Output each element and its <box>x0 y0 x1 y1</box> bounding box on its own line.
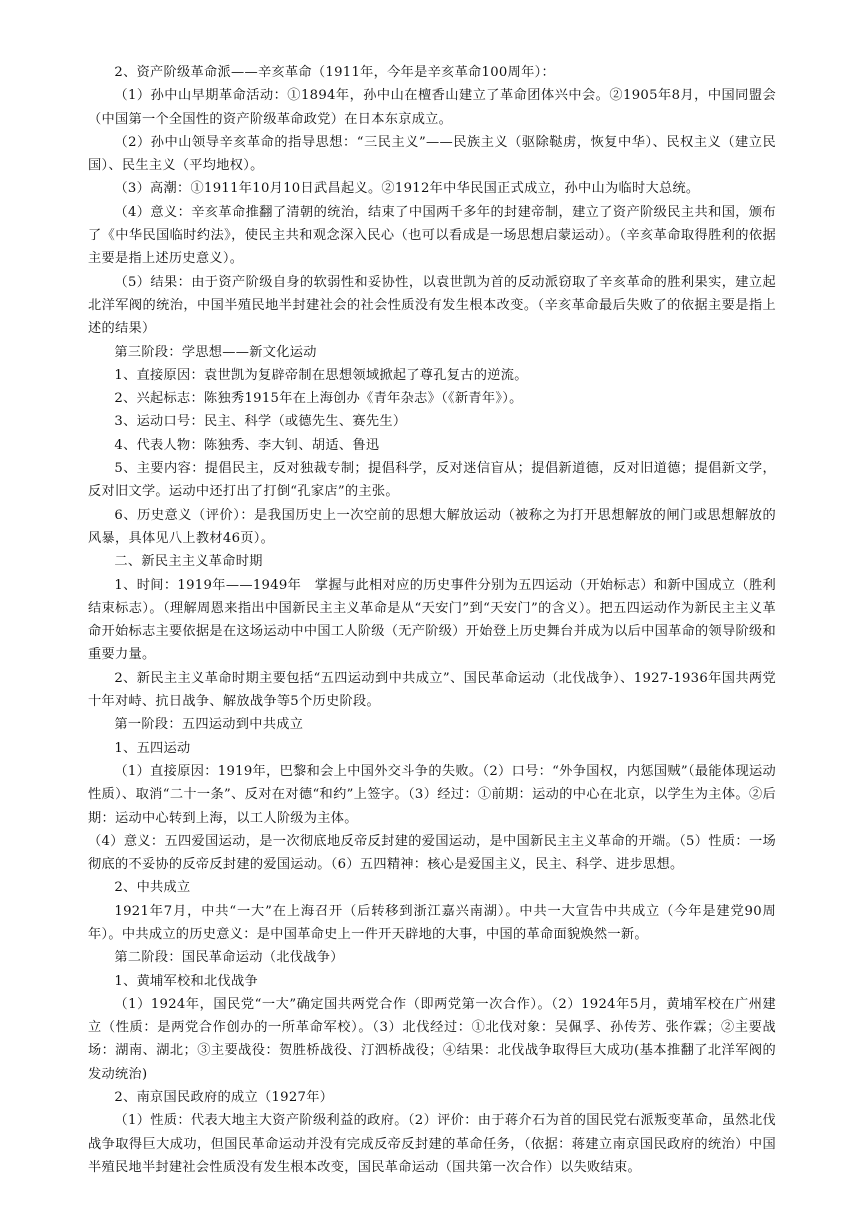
paragraph: 1、黄埔军校和北伐战争 <box>114 973 258 989</box>
paragraph: 1、五四运动 <box>114 740 191 756</box>
paragraph: 第三阶段：学思想——新文化运动 <box>114 344 317 360</box>
paragraph: （1）1924年，国民党“一大”确定国共两党合作（即两党第一次合作）。（2）1924年5月，黄埔军校在广州建立（性质：是两党合作创办的一所革命军校）。（3）北伐经过：①北伐对象：吴佩孚、孙传芳、张作霖；②主要战场：湖南、湖北；③主要战役：贺胜桥战役、汀泗桥战役；④结果：北伐战争取得巨大成功(基本推翻了北洋军阀的发动统治) <box>88 996 776 1082</box>
paragraph: 4、代表人物：陈独秀、李大钊、胡适、鲁迅 <box>114 437 380 453</box>
paragraph: （1）性质：代表大地主大资产阶级利益的政府。（2）评价：由于蒋介石为首的国民党右派叛变革命，虽然北伐战争取得巨大成功，但国民革命运动并没有完成反帝反封建的革命任务，（依据：蒋建立南京国民政府的统治）中国半殖民地半封建社会性质没有发生根本改变，国民革命运动（国共第一次合作）以失败结束。 <box>88 1113 776 1175</box>
paragraph: 2、资产阶级革命派——辛亥革命（1911年，今年是辛亥革命100周年）： <box>114 65 555 80</box>
paragraph: （2）孙中山领导辛亥革命的指导思想：“三民主义”——民族主义（驱除鞑虏，恢复中华）、民权主义（建立民国）、民生主义（平均地权）。 <box>88 134 776 174</box>
paragraph: 1921年7月，中共“一大”在上海召开（后转移到浙江嘉兴南湖）。中共一大宣告中共成立（今年是建党90周年）。中共成立的历史意义：是中国革命史上一件开天辟地的大事，中国的革命面貌焕然一新。 <box>88 903 776 942</box>
paragraph: 6、历史意义（评价）：是我国历史上一次空前的思想大解放运动（被称之为打开思想解放的闸门或思想解放的风暴，具体见八上教材46页）。 <box>88 507 776 546</box>
paragraph: 3、运动口号：民主、科学（或德先生、赛先生） <box>114 414 407 430</box>
paragraph: 2、中共成立 <box>114 880 191 896</box>
paragraph: 2、新民主主义革命时期主要包括“五四运动到中共成立”、国民革命运动（北伐战争）、1927-1936年国共两党十年对峙、抗日战争、解放战争等5个历史阶段。 <box>88 670 776 710</box>
paragraph: （5）结果：由于资产阶级自身的软弱性和妥协性，以袁世凯为首的反动派窃取了辛亥革命的胜利果实，建立起北洋军阀的统治，中国半殖民地半封建社会的社会性质没有发生根本改变。（辛亥革命最后失败了的依据主要是指上述的结果） <box>88 274 776 337</box>
paragraph: （3）高潮：①1911年10月10日武昌起义。②1912年中华民国正式成立，孙中山为临时大总统。 <box>114 181 700 197</box>
paragraph: 1、直接原因：袁世凯为复辟帝制在思想领域掀起了尊孔复古的逆流。 <box>114 367 528 383</box>
paragraph: 第二阶段：国民革命运动（北伐战争） <box>114 950 344 966</box>
paragraph: （1）直接原因：1919年，巴黎和会上中国外交斗争的失败。（2）口号：“外争国权，内惩国贼”（最能体现运动性质）、取消“二十一条”、反对在对德“和约”上签字。（3）经过：①前期：运动的中心在北京，以学生为主体。②后期：运动中心转到上海，以工人阶级为主体。 <box>88 763 776 826</box>
paragraph: （4）意义：辛亥革命推翻了清朝的统治，结束了中国两千多年的封建帝制，建立了资产阶级民主共和国，颁布了《中华民国临时约法》，使民主共和观念深入民心（也可以看成是一场思想启蒙运动）。（辛亥革命取得胜利的依据主要是指上述历史意义）。 <box>88 204 776 267</box>
paragraph: 5、主要内容：提倡民主，反对独裁专制；提倡科学，反对迷信盲从；提倡新道德，反对旧道德；提倡新文学，反对旧文学。运动中还打出了打倒“孔家店”的主张。 <box>88 461 776 500</box>
paragraph: 1、时间：1919年——1949年 掌握与此相对应的历史事件分别为五四运动（开始标志）和新中国成立（胜利结束标志）。（理解周恩来指出中国新民主主义革命是从“天安门”到“天安门”的含义）。把五四运动作为新民主主义革命开始标志主要依据是在这场运动中中国工人阶级（无产阶级）开始登上历史舞台并成为以后中国革命的领导阶级和重要力量。 <box>88 577 776 663</box>
paragraph: 二、新民主主义革命时期 <box>114 554 263 570</box>
paragraph: 第一阶段：五四运动到中共成立 <box>114 717 304 733</box>
paragraph: （4）意义：五四爱国运动，是一次彻底地反帝反封建的爱国运动，是中国新民主主义革命的开端。（5）性质：一场彻底的不妥协的反帝反封建的爱国运动。（6）五四精神：核心是爱国主义，民主、科学、进步思想。 <box>88 833 776 873</box>
paragraph: 2、南京国民政府的成立（1927年） <box>114 1090 334 1106</box>
paragraph: 2、兴起标志：陈独秀1915年在上海创办《青年杂志》（《新青年》）。 <box>114 391 523 407</box>
paragraph: （1）孙中山早期革命活动：①1894年，孙中山在檀香山建立了革命团体兴中会。②1905年8月，中国同盟会（中国第一个全国性的资产阶级革命政党）在日本东京成立。 <box>88 88 776 127</box>
document-body <box>88 61 776 1179</box>
